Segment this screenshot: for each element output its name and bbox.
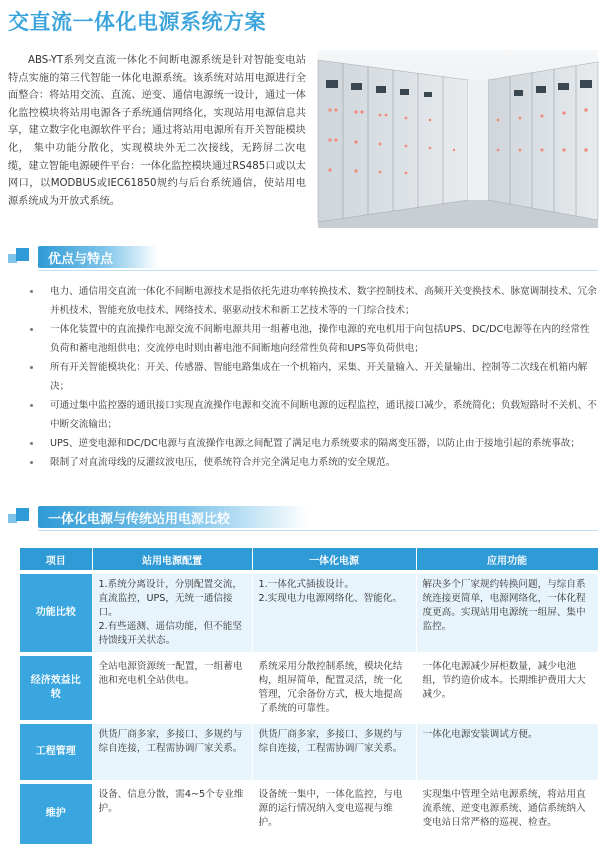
row-header: 功能比较	[20, 574, 92, 652]
table-header-row	[20, 548, 598, 570]
page-title: 交直流一体化电源系统方案	[8, 10, 266, 34]
section-header-features	[8, 246, 598, 270]
list-item: 一体化装置中的直流操作电源交流不间断电源共用一组蓄电池，操作电源的充电机用于向包括UPS、DC/DC电源等在内的经常性负荷和蓄电池组供电；交流停电时则由蓄电池不间断地向经常性负荷和UPS等负荷供电；	[30, 320, 598, 358]
bullet-icon	[30, 461, 33, 464]
section-title: 优点与特点	[48, 252, 114, 267]
table-cell: 供货厂商多家，多接口、多规约与综自连接，工程需协调厂家关系。	[252, 724, 416, 780]
list-item: 所有开关智能模块化：开关、传感器、智能电路集成在一个机箱内，采集、开关量输入、开关量输出、控制等二次线在机箱内解决；	[30, 358, 598, 396]
equipment-photo	[318, 50, 598, 228]
bullet-icon	[30, 290, 33, 293]
bullet-icon	[30, 404, 33, 407]
list-item: 电力、通信用交直流一体化不间断电源技术是指依托先进功率转换技术、数字控制技术、高频开关变换技术、脉宽调制技术、冗余并机技术、智能充放电技术、网络技术、驱驱动技术和新工艺技术等的一门综合技术；	[30, 282, 598, 320]
table-row	[20, 574, 598, 652]
section-header-comparison	[8, 506, 598, 530]
features-list	[30, 282, 598, 472]
table-row	[20, 656, 598, 720]
bullet-icon	[30, 366, 33, 369]
table-cell: 全站电源资源统一配置，一组蓄电池和充电机全站供电。	[92, 656, 252, 720]
table-cell: 实现集中管理全站电源系统，将站用直流系统、逆变电源系统、通信系统纳入变电站日常严格的巡视、检查。	[416, 784, 598, 844]
comparison-table	[20, 548, 599, 844]
section-title: 一体化电源与传统站用电源比较	[48, 512, 231, 527]
bullet-icon	[30, 442, 33, 445]
table-cell: 一体化电源减少屏柜数量，减少电池组，节约造价成本。长期维护费用大大减少。	[416, 656, 598, 720]
table-cell: 解决多个厂家规约转换问题，与综自系统连接更简单，电源网络化，一体化程度更高。实现站用电源统一组屏、集中监控。	[416, 574, 598, 652]
list-item: UPS、逆变电源和DC/DC电源与直流操作电源之间配置了满足电力系统要求的隔离变压器，以防止由于接地引起的系统事故；	[30, 434, 598, 453]
section-underline	[38, 270, 598, 271]
row-header: 工程管理	[20, 724, 92, 780]
table-cell: 1.一体化式插拔设计。 2.实现电力电源网络化、智能化。	[252, 574, 416, 652]
table-row	[20, 724, 598, 780]
list-item: 限制了对直流母线的反灌纹波电压，使系统符合并完全满足电力系统的安全规范。	[30, 453, 598, 472]
row-header: 经济效益比较	[20, 656, 92, 720]
cabinet-room-image	[318, 50, 598, 228]
column-header: 项目	[20, 548, 92, 570]
row-header: 维护	[20, 784, 92, 844]
bullet-icon	[30, 328, 33, 331]
table-cell: 设备统一集中，一体化监控，与电源的运行情况纳入变电巡视与维护。	[252, 784, 416, 844]
list-item: 可通过集中监控器的通讯接口实现直流操作电源和交流不间断电源的远程监控，通讯接口减少，系统简化；负载短路时不关机、不中断交流输出；	[30, 396, 598, 434]
table-cell: 1.系统分离设计，分别配置交流，直流监控，UPS，无统一通信接口。 2.有些遥测、遥信功能，但不能坚持馈线开关状态。	[92, 574, 252, 652]
table-row	[20, 784, 598, 844]
table-cell: 设备、信息分散，需4~5个专业维护。	[92, 784, 252, 844]
column-header: 一体化电源	[252, 548, 416, 570]
table-cell: 一体化电源安装调试方便。	[416, 724, 598, 780]
column-header: 应用功能	[416, 548, 598, 570]
section-underline	[38, 530, 598, 531]
section-mark-icon	[8, 508, 30, 528]
column-header: 站用电源配置	[92, 548, 252, 570]
section-mark-icon	[8, 248, 30, 268]
table-cell: 系统采用分散控制系统，模块化结构，组屏简单，配置灵活，统一化管理，冗余备份方式，极大地提高了系统的可靠性。	[252, 656, 416, 720]
table-cell: 供货厂商多家，多接口、多规约与综自连接，工程需协调厂家关系。	[92, 724, 252, 780]
intro-paragraph: ABS-YT系列交直流一体化不间断电源系统是针对智能变电站特点实施的第三代智能一体化电源系统。该系统对站用电源进行全面整合：将站用交流、直流、逆变、通信电源统一设计，通过一体化监控模块将站用电源各子系统通信网络化，实现站用电源信息共享，建立数字化电源软件平台；通过将站用电源所有开关智能模块化， 集中功能分散化，实现模块外无二次接线，无跨屏二次电缆，建立智能电源硬件平台：一体化监控模块通过RS485口或以太网口，以MODBUS或IEC61850规约与后台系统通信，使站用电源系统成为开放式系统。	[8, 55, 306, 207]
